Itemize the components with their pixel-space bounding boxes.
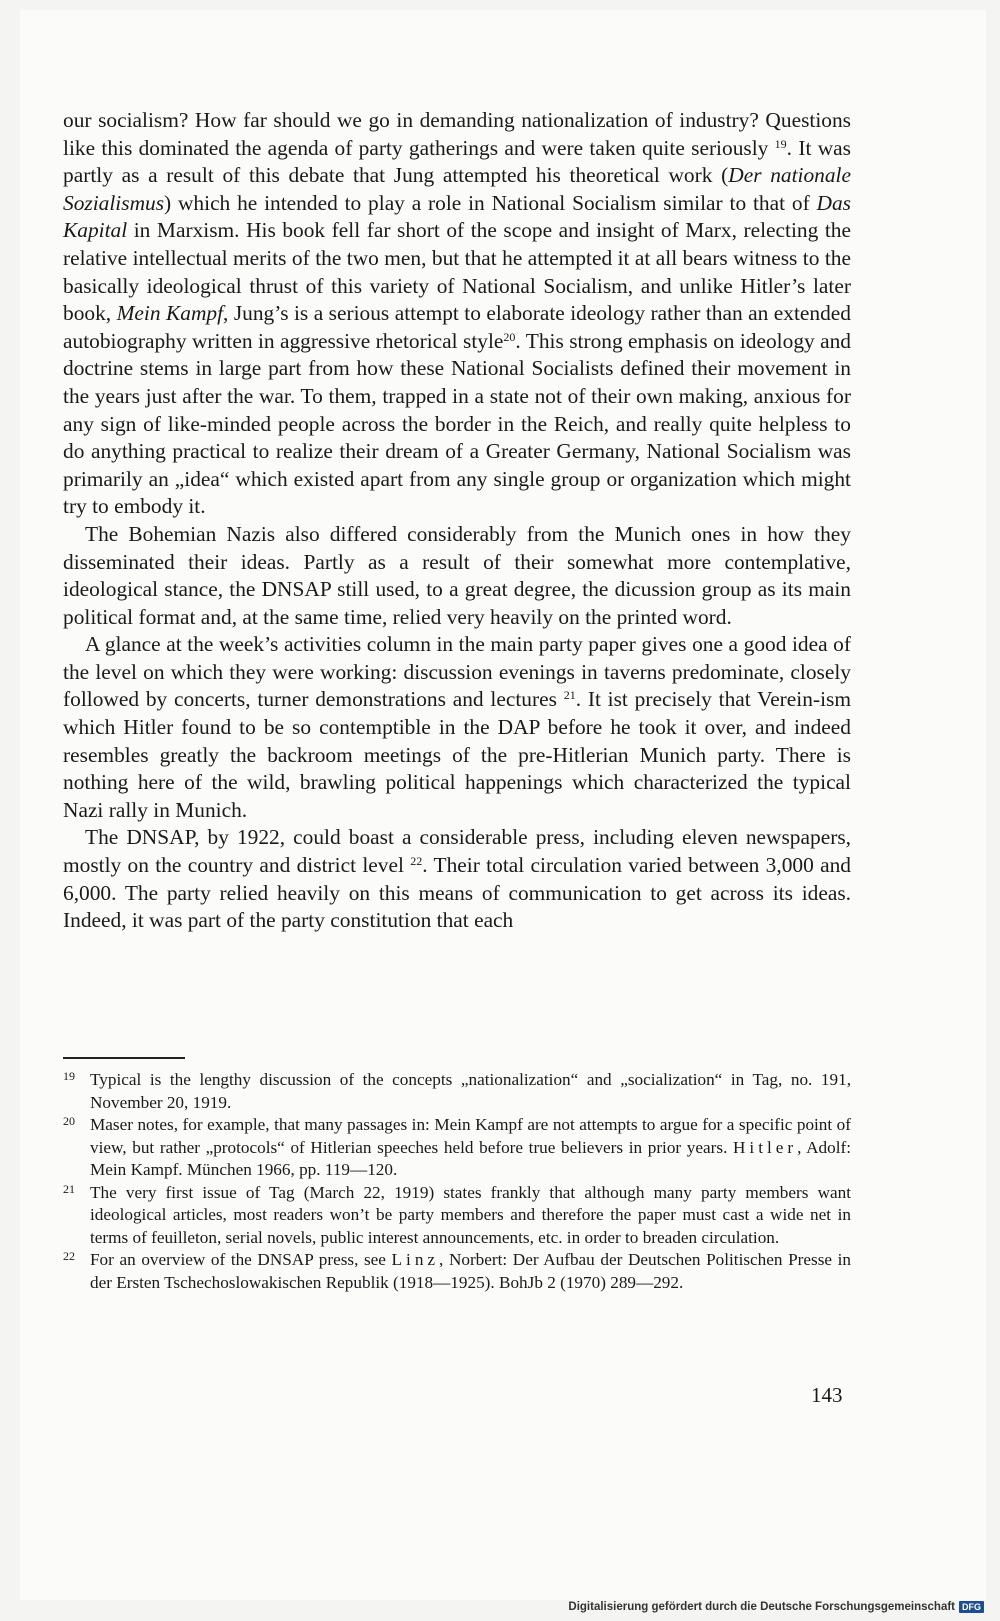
footnote-divider bbox=[63, 1057, 185, 1059]
footnote-text: Maser notes, for example, that many passages in: Mein Kampf are not attempts to argue for a specific point of view, but rather „protocols“ of Hitlerian speeches held before true believers in prior years. Hitler, Adolf: Mein Kampf. München 1966, pp. 119—120. bbox=[90, 1115, 851, 1179]
footnote-ref-19[interactable]: 19 bbox=[774, 136, 787, 151]
footnote-text: Typical is the lengthy discussion of the concepts „nationalization“ and „socialization“ in Tag, no. 191, November 20, 1919. bbox=[90, 1070, 851, 1112]
footnote-text: The very first issue of Tag (March 22, 1919) states frankly that although many party members want ideological articles, most readers won’t be party members and therefore the paper must cast a wide net in terms of feuilleton, serial novels, public interest announcements, etc. in order to breaden circulation. bbox=[90, 1182, 851, 1247]
paragraph-2: The Bohemian Nazis also differed considerably from the Munich ones in how they disseminated their ideas. Partly as a result of their somewhat more contemplative, ideological stance, the DNSAP still used, to a great degree, the dicussion group as its main political format and, at the same time, relied very heavily on the printed word. bbox=[63, 521, 851, 629]
author-name: Linz bbox=[391, 1250, 440, 1269]
paragraph-1: our socialism? How far should we go in demanding nationalization of industry? Questions like this dominated the agenda of party gatherings and were taken quite seriously $^{19}$. It was partly as a result of this debate that Jung attempted his theoretical work (Der nationale Sozialismus) which he intended to play a role in National Socialism similar to that of Das Kapital in Marxism. His book fell far short of the scope and insight of Marx, relecting the relative intellectual merits of the two men, but that he attempted it at all bears witness to the basically ideological thrust of this variety of National Socialism, and unlike Hitler’s later book, Mein Kampf, Jung’s is a serious attempt to elaborate ideology rather than an extended autobiography written in aggressive rhetorical style$^{20}$. This strong emphasis on ideology and doctrine stems in large part from how these National Socialists defined their movement in the years just after the war. To them, trapped in a state not of their own making, anxious for any sign of like-minded people across the border in the Reich, and really quite helpless to do anything practical to realize their dream of a Greater Germany, National Socialism was primarily an „idea“ which existed apart from any single group or organization which might try to embody it. bbox=[63, 108, 851, 519]
footnote-number: 19 bbox=[63, 1069, 75, 1083]
footnote-22 bbox=[63, 1249, 851, 1294]
digitization-credit bbox=[568, 1601, 984, 1613]
credit-text: Digitalisierung gefördert durch die Deutsche Forschungsgemeinschaft bbox=[568, 1601, 955, 1613]
body-text bbox=[63, 107, 851, 935]
title-der-nationale-sozialismus: Der nationale Sozialismus bbox=[63, 163, 851, 215]
footnote-ref-21[interactable]: 21 bbox=[563, 688, 576, 703]
page-number: 143 bbox=[811, 1383, 843, 1407]
title-das-kapital: Das Kapital bbox=[63, 190, 851, 243]
footnote-number: 21 bbox=[63, 1181, 75, 1196]
footnote-number: 20 bbox=[63, 1114, 75, 1128]
footnotes bbox=[63, 1069, 851, 1294]
paragraph-3: A glance at the week’s activities column in the main party paper gives one a good idea of the level on which they were working: discussion evenings in taverns predominate, closely followed by concerts, turner demonstrations and lectures $^{21}$. It ist precisely that Verein-ism which Hitler found to be so contemptible in the DAP before he took it over, and indeed resembles greatly the backroom meetings of the pre-Hitlerian Munich party. There is nothing here of the wild, brawling political happenings which characterized the typical Nazi rally in Munich. bbox=[63, 632, 851, 822]
footnote-19 bbox=[63, 1069, 851, 1114]
footnote-text: For an overview of the DNSAP press, see Linz, Norbert: Der Aufbau der Deutschen Politischen Presse in der Ersten Tschechoslowakischen Republik (1918—1925). BohJb 2 (1970) 289—292. bbox=[90, 1250, 851, 1292]
footnote-20 bbox=[63, 1114, 851, 1182]
dfg-logo: DFG bbox=[959, 1601, 984, 1613]
author-name: Hitler bbox=[733, 1137, 798, 1157]
footnote-number: 22 bbox=[63, 1249, 75, 1263]
footnote-21 bbox=[63, 1182, 851, 1250]
paragraph-4: The DNSAP, by 1922, could boast a considerable press, including eleven newspapers, mostly on the country and district level $^{22}$. Their total circulation varied between 3,000 and 6,000. The party relied heavily on this means of communication to get across its ideas. Indeed, it was part of the party constitution that each bbox=[63, 825, 851, 933]
title-mein-kampf: Mein Kampf bbox=[116, 301, 224, 326]
footnote-ref-22[interactable]: 22 bbox=[410, 854, 423, 869]
footnote-ref-20[interactable]: 20 bbox=[503, 329, 516, 344]
